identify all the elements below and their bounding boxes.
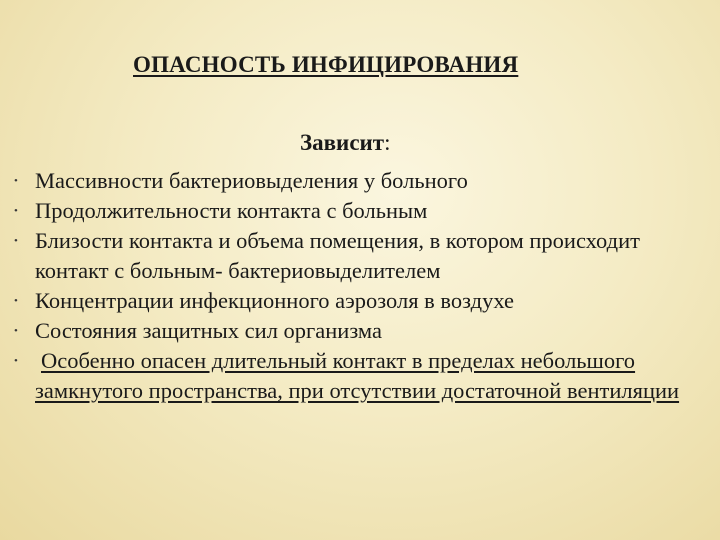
subtitle-text: Зависит: [300, 130, 385, 155]
subtitle-colon: :: [384, 130, 391, 155]
slide-title: ОПАСНОСТЬ ИНФИЦИРОВАНИЯ: [133, 52, 519, 77]
list-item-text: Близости контакта и объема помещения, в котором происходит контакт с больным- бактериовыделителем: [35, 228, 640, 283]
list-item: [14, 286, 704, 316]
list-item: [14, 166, 704, 196]
bullet-list: [14, 166, 704, 406]
slide-subtitle: [300, 130, 390, 156]
bullet-icon: •: [14, 175, 18, 187]
list-item-text: Особенно опасен длительный контакт в пределах небольшого замкнутого пространства, при отсутствии достаточной вентиляции: [35, 348, 680, 403]
list-item-text: Массивности бактериовыделения у больного: [35, 168, 468, 193]
list-item-text: Состояния защитных сил организма: [35, 318, 382, 343]
list-item-text: Продолжительности контакта с больным: [35, 198, 428, 223]
list-item: [14, 316, 704, 346]
bullet-icon: •: [14, 235, 18, 247]
list-item: [14, 346, 704, 406]
bullet-icon: •: [14, 295, 18, 307]
bullet-icon: •: [14, 325, 18, 337]
list-item: [14, 196, 704, 226]
list-item: [14, 226, 704, 286]
bullet-icon: •: [14, 205, 18, 217]
bullet-icon: •: [14, 355, 18, 367]
list-item-text: Концентрации инфекционного аэрозоля в воздухе: [35, 288, 515, 313]
